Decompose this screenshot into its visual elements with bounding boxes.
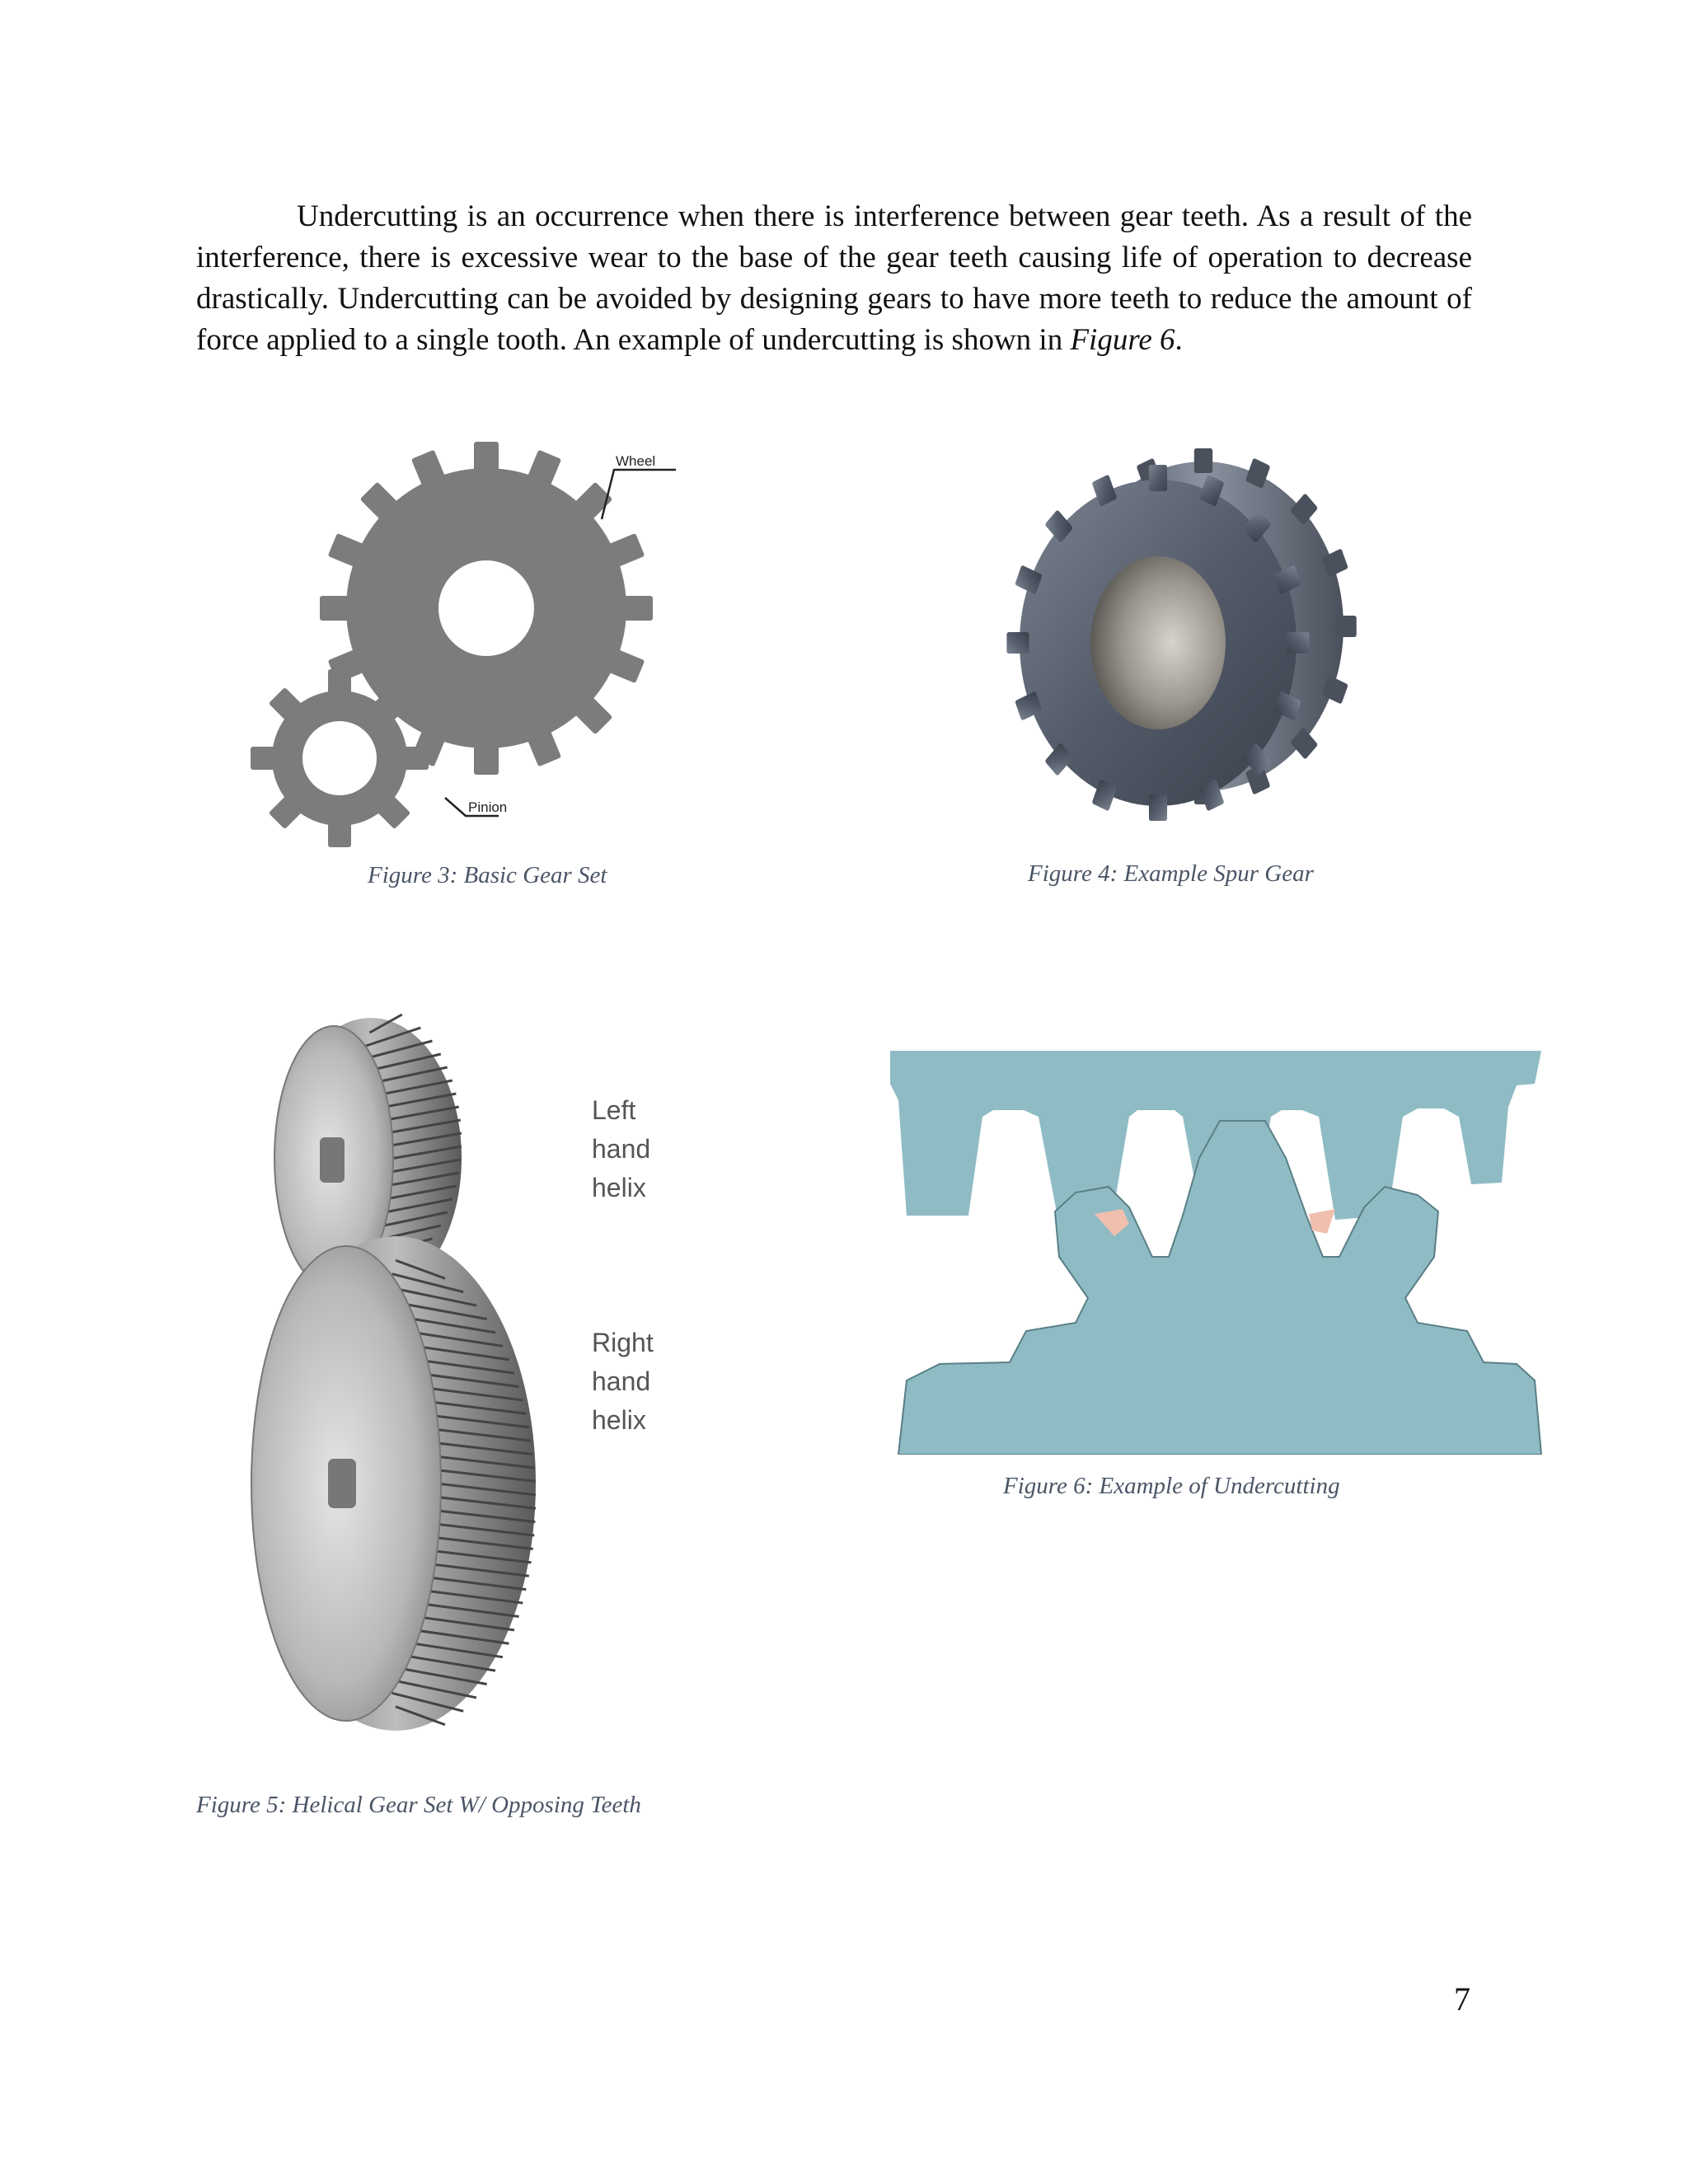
wheel-leader-line <box>602 470 676 519</box>
figure-4-spur-gear <box>997 437 1376 832</box>
gear-tooth <box>251 747 280 770</box>
lower-gear-profile <box>898 1121 1541 1455</box>
pinion-label: Pinion <box>468 799 508 815</box>
gear-tooth <box>320 596 354 621</box>
right-hand-helix-gear <box>251 1236 536 1731</box>
paragraph-end: . <box>1175 323 1183 357</box>
wheel-bore <box>438 560 534 656</box>
pinion-bore <box>302 721 377 795</box>
left-hand-label-1: Left <box>592 1095 636 1125</box>
gear-tooth <box>1149 794 1167 821</box>
figure-4-caption: Figure 4: Example Spur Gear <box>1028 860 1314 887</box>
figure-5-caption: Figure 5: Helical Gear Set W/ Opposing Teeth <box>196 1792 641 1818</box>
figure-5-helical-gear-set <box>239 1014 684 1739</box>
gear-tooth <box>1006 632 1029 654</box>
page-number: 7 <box>1454 1980 1470 2018</box>
figure-6-caption: Figure 6: Example of Undercutting <box>1003 1473 1340 1499</box>
gear-tooth <box>1194 448 1212 473</box>
left-hand-label-3: helix <box>592 1173 646 1202</box>
right-hand-label-1: Right <box>592 1328 654 1357</box>
gear-tooth <box>1287 632 1309 654</box>
figure-6-undercutting <box>890 1051 1550 1455</box>
wheel-label: Wheel <box>616 453 656 469</box>
right-hand-label-3: helix <box>592 1405 646 1435</box>
gear-tooth <box>474 442 499 476</box>
gear-tooth <box>399 747 429 770</box>
gear-tooth <box>618 596 653 621</box>
figure-3-basic-gear-set <box>247 429 692 849</box>
paragraph-text: Undercutting is an occurrence when there is interference between gear teeth. As a result of the interference, there is excessive wear to the base of the gear teeth causing life of operation to decrease drastically. Undercutting can be avoided by designing gears to have more teeth to reduce the amount of force applied to a single tooth. An example of undercutting is shown in <box>196 199 1472 357</box>
gear-tooth <box>1335 616 1357 637</box>
undercut-region-right <box>1309 1209 1335 1234</box>
gear-tooth <box>474 740 499 775</box>
figure-3-caption: Figure 3: Basic Gear Set <box>368 862 607 888</box>
gear-tooth <box>328 669 351 699</box>
body-paragraph <box>196 196 1472 361</box>
right-hand-label-2: hand <box>592 1366 651 1396</box>
spur-gear-bore <box>1090 556 1226 729</box>
left-hand-label-2: hand <box>592 1134 651 1164</box>
gear-tooth <box>1149 465 1167 491</box>
figure-6-reference: Figure 6 <box>1070 323 1175 357</box>
gear-tooth <box>328 818 351 847</box>
